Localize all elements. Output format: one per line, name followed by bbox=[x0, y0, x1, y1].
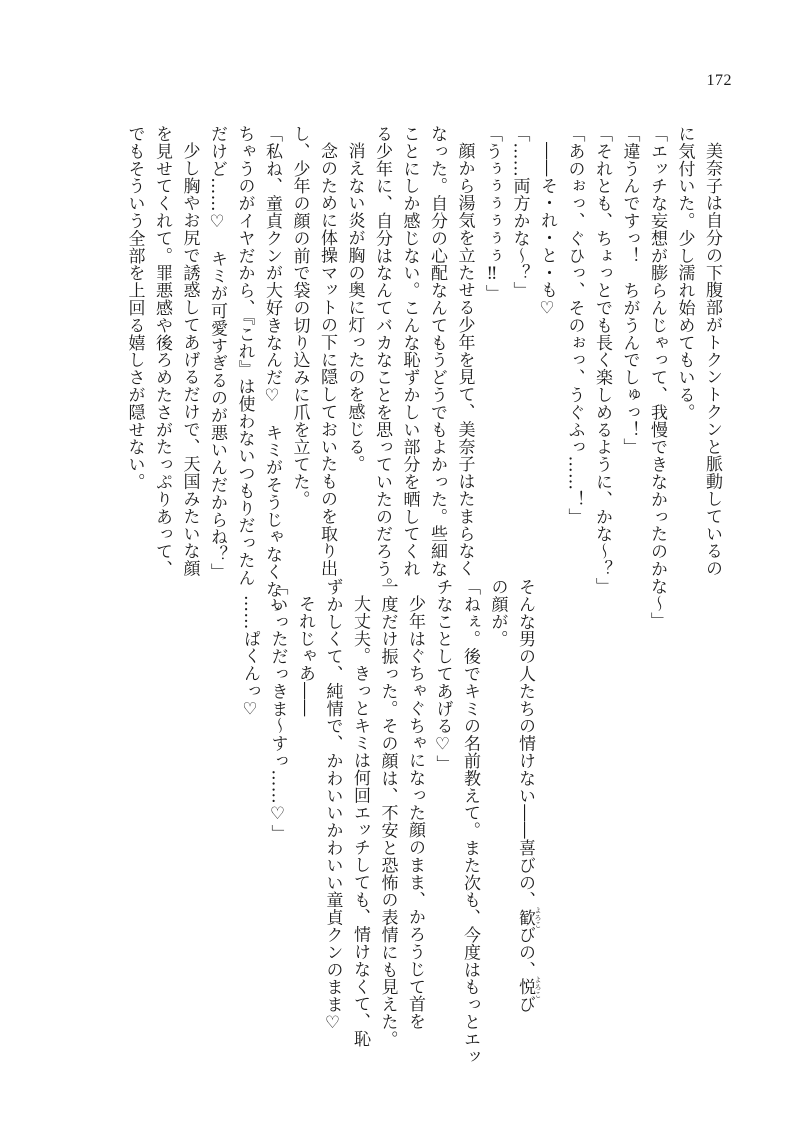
text-block-bottom bbox=[236, 578, 543, 1066]
ruby-reading: よろこ bbox=[534, 906, 542, 929]
text-line: ことにしか感じない。こんな恥ずかしい部分を晒してくれ bbox=[399, 125, 420, 578]
text-line: ――そ・れ・と・も♡ bbox=[537, 142, 557, 319]
ruby-annotation: 悦 よろこ bbox=[515, 975, 542, 999]
text-line: 一度だけ振った。その顔は、不安と恐怖の表情にも見えた。 bbox=[377, 578, 398, 1048]
text-line: ちゃうのがイヤだから、『これ』は使わないつもりだったん bbox=[234, 125, 255, 587]
ruby-annotation: 歓 よろこ bbox=[515, 906, 542, 929]
text-line: 「私ね、童貞クンが大好きなんだ♡ キミがそうじゃなくなっ bbox=[262, 125, 282, 616]
text-line: 美奈子は自分の下腹部がトクントクンと脈動しているの bbox=[702, 142, 722, 577]
text-line: なった。自分の心配なんてもうどうでもよかった。些細な bbox=[427, 125, 447, 578]
text-line: そんな男の人たちの情けない――喜びの、歓 よろこびの、悦 よろこび bbox=[515, 578, 542, 1014]
text-line: だけど……♡ キミが可愛すぎるのが悪いんだからね？」 bbox=[207, 125, 227, 581]
text-line: ずかしくて、純情で、かわいいかわいい童貞クンのまま♡ bbox=[322, 578, 343, 1034]
text-line: 大丈夫。きっとキミは何回エッチしても、情けなくて、恥 bbox=[350, 595, 370, 1048]
text-line: でもそういう全部を上回る嬉しさが隠せない。 bbox=[124, 125, 145, 491]
text-line: 顔から湯気を立たせる少年を見て、美奈子はたまらなく bbox=[454, 142, 475, 577]
text-line: し、少年の顔の前で袋の切り込みに爪を立てた。 bbox=[289, 125, 310, 508]
text-line: それじゃあ―― bbox=[295, 595, 315, 717]
text-line: 「うぅぅぅぅぅぅ‼」 bbox=[482, 125, 502, 302]
text-line: 少年はぐちゃぐちゃになった顔のまま、かろうじて首を bbox=[405, 595, 425, 1030]
text-line: 「あのぉっ、ぐひっ、そのぉっ、うぐふっ……！」 bbox=[564, 125, 585, 526]
text-line: 念のために体操マットの下に隠しておいたものを取り出 bbox=[317, 142, 337, 577]
text-line: 「違うんですっ！ ちがうんでしゅっ！」 bbox=[619, 125, 640, 456]
text-line: 少し胸やお尻で誘惑してあげるだけで、天国みたいな顔 bbox=[179, 142, 200, 577]
text-line: 「……両方かな〜？」 bbox=[509, 125, 530, 299]
text-line: 「ねぇ。後でキミの名前教えて。また次も、今度はもっとエッ bbox=[460, 578, 480, 1066]
text-line: 消えない炎が胸の奥に灯ったのを感じる。 bbox=[344, 142, 365, 473]
text-line: 「いっただっきま〜すっ……♡」 bbox=[267, 578, 288, 842]
page-number: 172 bbox=[706, 72, 732, 89]
text-line: を見せてくれて。罪悪感や後ろめたさがたっぷりあって、 bbox=[152, 125, 172, 578]
ruby-reading: よろこ bbox=[534, 975, 542, 999]
text-line: ……ぱくんっ♡ bbox=[240, 595, 260, 720]
text-line: 「エッチな妄想が膨らんじゃって、我慢できなかったのかな〜」 bbox=[647, 125, 667, 630]
text-line: 「それとも、ちょっとでも長く楽しめるように、かな〜？」 bbox=[592, 125, 612, 595]
text-line: に気付いた。少し濡れ始めてもいる。 bbox=[674, 125, 695, 421]
text-line: チなことしてあげる♡」 bbox=[432, 578, 453, 773]
text-line: る少年に、自分はなんてバカなことを思っていたのだろう。 bbox=[372, 125, 392, 595]
text-line: の顔が。 bbox=[487, 578, 508, 648]
